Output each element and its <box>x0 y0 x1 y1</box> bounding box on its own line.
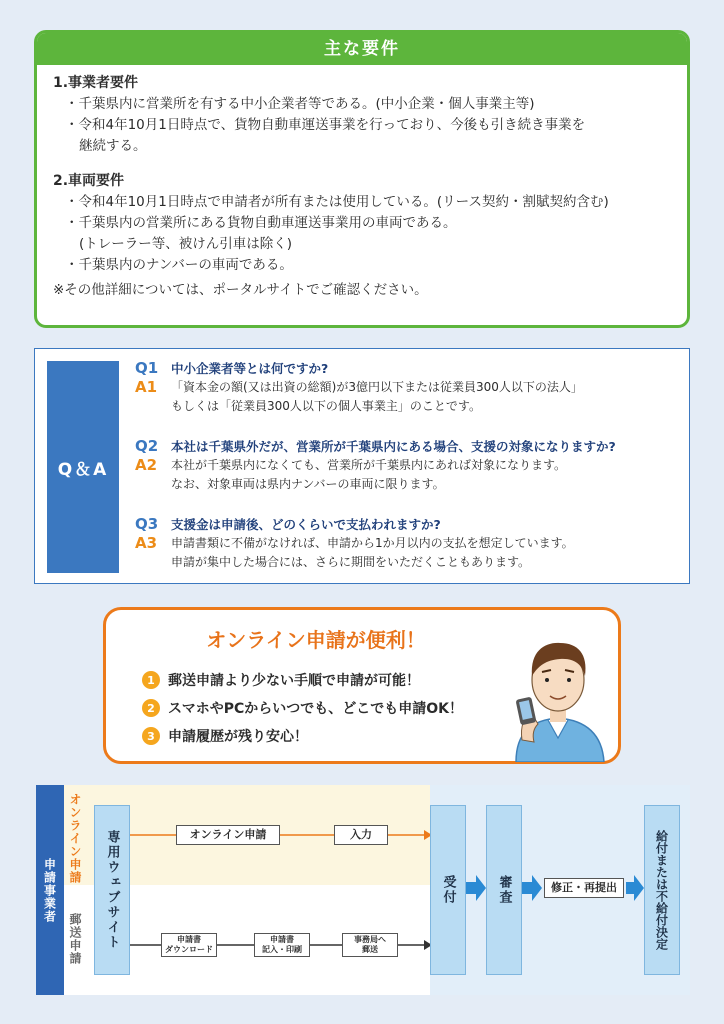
requirement-item-continued: (トレーラー等、被けん引車は除く) <box>79 236 293 252</box>
receive-box: 受付 <box>430 805 466 975</box>
business-requirements-title: 1.事業者要件 <box>53 75 139 91</box>
answer-text-continued: 申請が集中した場合には、さらに期間をいただくこともあります。 <box>171 555 531 569</box>
benefit-item <box>142 666 463 694</box>
answer-key: A1 <box>135 378 158 396</box>
mail-lane-label: 郵送申請 <box>68 913 82 965</box>
answer-text-continued: なお、対象車両は県内ナンバーの車両に限ります。 <box>171 477 445 491</box>
qa-item <box>135 515 680 572</box>
number-badge-1: 1 <box>142 671 160 689</box>
answer-text: 申請書類に不備がなければ、申請から1か月以内の支払を想定しています。 <box>171 536 574 550</box>
question-key: Q3 <box>135 515 159 533</box>
requirement-item: ・千葉県内の営業所にある貨物自動車運送事業用の車両である。 <box>65 215 457 231</box>
question-text: 中小企業者等とは何ですか? <box>171 361 329 376</box>
vehicle-requirements-title: 2.車両要件 <box>53 173 125 189</box>
qa-item <box>135 359 680 416</box>
review-box: 審査 <box>486 805 522 975</box>
mail-step-fill-print: 申請書 記入・印刷 <box>254 933 310 957</box>
answer-key: A3 <box>135 534 158 552</box>
benefit-text: スマホやPCからいつでも、どこでも申請OK！ <box>168 701 464 717</box>
requirement-item: ・令和4年10月1日時点で、貨物自動車運送事業を行っており、今後も引き続き事業を <box>65 117 586 133</box>
online-benefits-box <box>103 607 621 764</box>
answer-text-continued: もしくは「従業員300人以下の個人事業主」のことです。 <box>171 399 481 413</box>
online-step-apply: オンライン申請 <box>176 825 280 845</box>
online-lane-label: オンライン申請 <box>68 793 82 884</box>
benefit-text: 申請履歴が残り安心！ <box>168 729 308 745</box>
applicant-label: 申請事業者 <box>36 785 64 995</box>
number-badge-2: 2 <box>142 699 160 717</box>
revise-resubmit-box: 修正・再提出 <box>544 878 624 898</box>
requirements-title: 主な要件 <box>37 33 687 65</box>
requirement-item: ・千葉県内に営業所を有する中小企業者等である。(中小企業・個人事業主等) <box>65 96 535 112</box>
mail-step-download: 申請書 ダウンロード <box>161 933 217 957</box>
benefit-text: 郵送申請より少ない手順で申請が可能！ <box>168 673 420 689</box>
question-key: Q1 <box>135 359 159 377</box>
answer-text: 「資本金の額(又は出資の総額)が3億円以下または従業員300人以下の法人」 <box>171 380 583 394</box>
online-step-input: 入力 <box>334 825 388 845</box>
question-key: Q2 <box>135 437 159 455</box>
number-badge-3: 3 <box>142 727 160 745</box>
requirements-note: ※その他詳細については、ポータルサイトでご確認ください。 <box>53 282 428 298</box>
application-flow-diagram <box>36 785 690 995</box>
benefit-item <box>142 694 463 722</box>
requirement-item: ・令和4年10月1日時点で申請者が所有または使用している。(リース契約・割賦契約含む) <box>65 194 609 210</box>
online-title: オンライン申請が便利！ <box>206 628 426 652</box>
question-text: 支援金は申請後、どのくらいで支払われますか? <box>171 517 441 532</box>
man-with-smartphone-illustration <box>498 628 618 762</box>
qa-label: Q＆A <box>47 361 119 573</box>
qa-item <box>135 437 680 494</box>
requirements-box <box>34 30 690 328</box>
requirement-item-continued: 継続する。 <box>79 138 147 154</box>
answer-text: 本社が千葉県内になくても、営業所が千葉県内にあれば対象になります。 <box>171 458 567 472</box>
mail-step-send: 事務局へ 郵送 <box>342 933 398 957</box>
website-box: 専用ウェブサイト <box>94 805 130 975</box>
requirement-item: ・千葉県内のナンバーの車両である。 <box>65 257 293 273</box>
question-text: 本社は千葉県外だが、営業所が千葉県内にある場合、支援の対象になりますか? <box>171 439 616 454</box>
qa-box <box>34 348 690 584</box>
answer-key: A2 <box>135 456 158 474</box>
decision-box: 給付または不給付決定 <box>644 805 680 975</box>
benefit-item <box>142 722 463 750</box>
